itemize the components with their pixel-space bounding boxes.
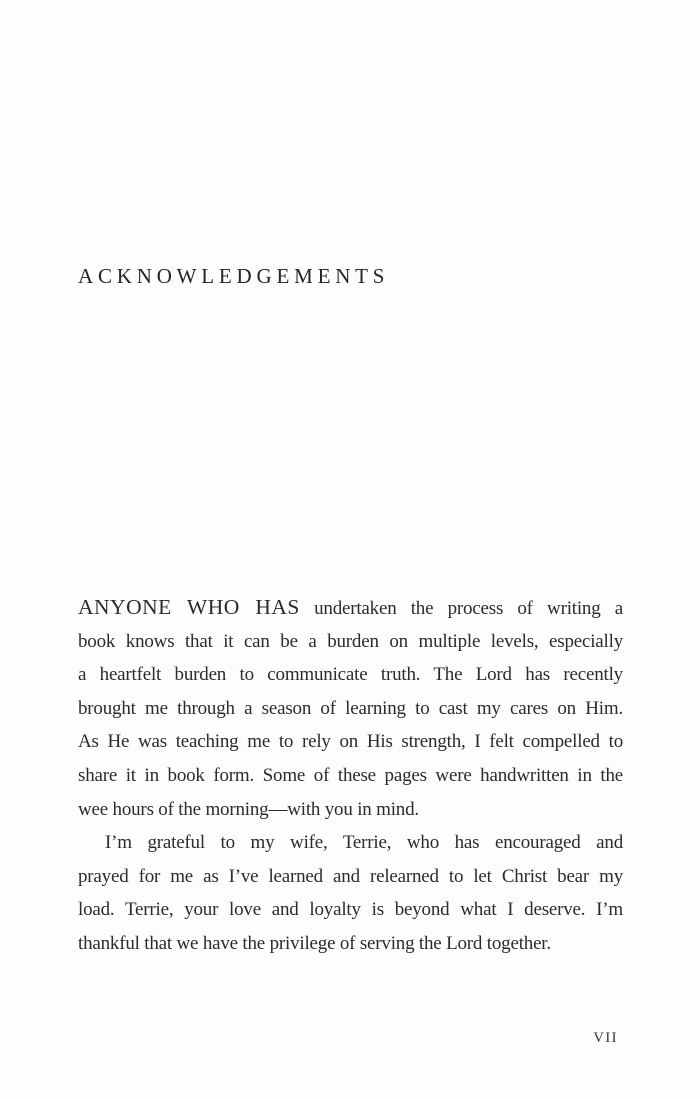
paragraph-opening [78,591,623,826]
text-line: brought me through a season of learning to cast my cares on Him. [78,697,623,719]
text-line: book knows that it can be a burden on multiple levels, especially [78,630,623,652]
text-line [78,591,623,625]
chapter-heading: ACKNOWLEDGEMENTS [78,264,390,288]
text-line-rest: undertaken the process of writing a [314,598,623,619]
text-line: wee hours of the morning—with you in mind. [78,798,419,820]
text-line: share it in book form. Some of these pages were handwritten in the [78,764,623,786]
body-text [78,591,623,961]
text-line: a heartfelt burden to communicate truth. The Lord has recently [78,664,623,686]
page-number: VII [593,1030,618,1046]
text-line: load. Terrie, your love and loyalty is beyond what I deserve. I’m [78,899,623,921]
text-line: I’m grateful to my wife, Terrie, who has encouraged and [105,832,623,854]
text-line: As He was teaching me to rely on His strength, I felt compelled to [78,731,623,753]
text-line: prayed for me as I’ve learned and relearned to let Christ bear my [78,865,623,887]
leadin-caps: ANYONE WHO HAS [78,595,300,619]
paragraph-gratitude [78,826,623,960]
text-line: thankful that we have the privilege of serving the Lord together. [78,932,551,954]
